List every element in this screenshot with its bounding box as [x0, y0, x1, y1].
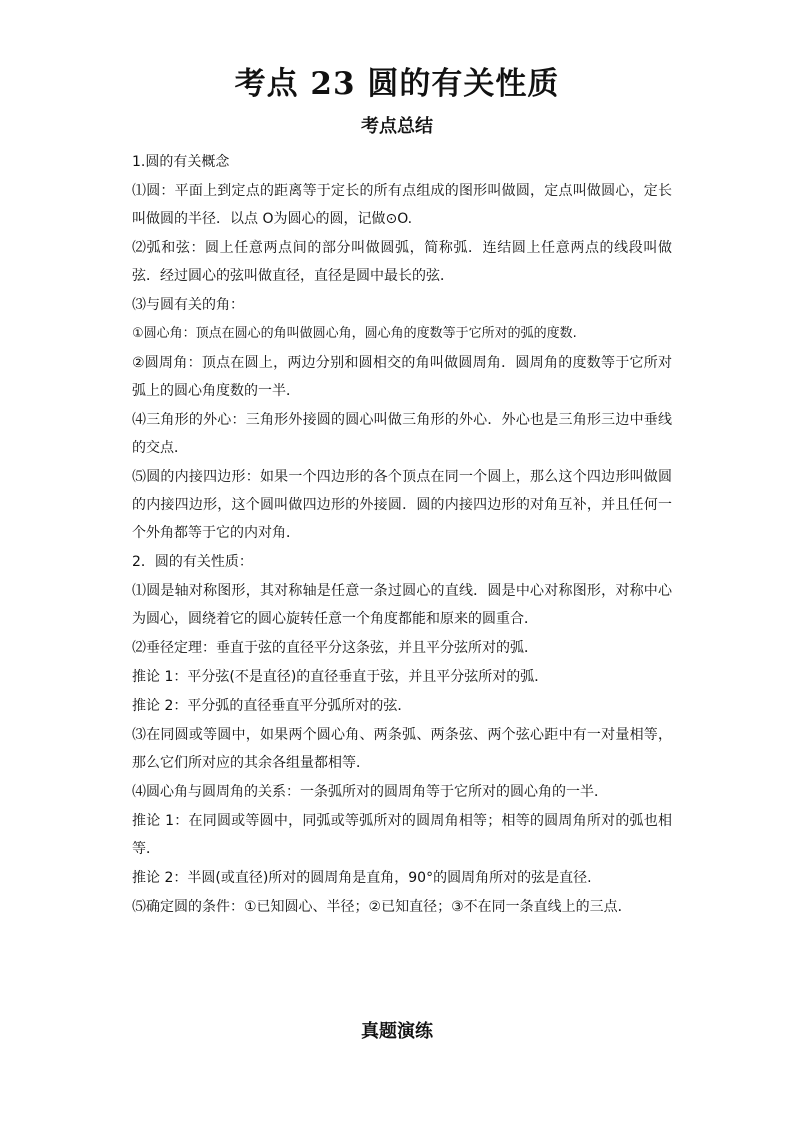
- section-heading-summary: 考点总结: [361, 116, 433, 137]
- section-heading-exercises: 真题演练: [361, 1021, 433, 1042]
- paragraph: ⑴圆：平面上到定点的距离等于定长的所有点组成的图形叫做圆，定点叫做圆心，定长叫做圆的半径．以点 O为圆心的圆，记做⊙O.: [132, 183, 672, 227]
- paragraph: 2．圆的有关性质：: [132, 554, 253, 570]
- paragraph: 推论 1：平分弦(不是直径)的直径垂直于弦，并且平分弦所对的弧．: [132, 669, 549, 685]
- paragraph: 推论 2：平分弧的直径垂直平分弧所对的弦．: [132, 698, 412, 714]
- paragraph: ⑶与圆有关的角：: [132, 297, 244, 313]
- paragraph: ⑶在同圆或等圆中，如果两个圆心角、两条弧、两条弦、两个弦心距中有一对量相等，那么它们所对应的其余各组量都相等．: [132, 727, 672, 771]
- page-title: 考点 23 圆的有关性质: [234, 66, 560, 102]
- paragraph: ⑵弧和弦：圆上任意两点间的部分叫做圆弧，简称弧．连结圆上任意两点的线段叫做弦．经过圆心的弦叫做直径，直径是圆中最长的弦．: [132, 240, 672, 284]
- summary-body: [132, 148, 672, 922]
- paragraph: ①圆心角：顶点在圆心的角叫做圆心角，圆心角的度数等于它所对的弧的度数.: [132, 326, 577, 341]
- paragraph: ⑷圆心角与圆周角的关系：一条弧所对的圆周角等于它所对的圆心角的一半．: [132, 784, 608, 800]
- paragraph: ⑸确定圆的条件：①已知圆心、半径；②已知直径；③不在同一条直线上的三点．: [132, 899, 632, 915]
- paragraph: ⑵垂径定理：垂直于弦的直径平分这条弦，并且平分弦所对的弧．: [132, 640, 538, 656]
- paragraph: ⑸圆的内接四边形：如果一个四边形的各个顶点在同一个圆上，那么这个四边形叫做圆的内接四边形，这个圆叫做四边形的外接圆．圆的内接四边形的对角互补，并且任何一个外角都等于它的内对角．: [132, 469, 672, 541]
- paragraph: 1.圆的有关概念: [132, 154, 230, 170]
- paragraph: ⑷三角形的外心：三角形外接圆的圆心叫做三角形的外心．外心也是三角形三边中垂线的交点．: [132, 412, 672, 456]
- paragraph: ⑴圆是轴对称图形，其对称轴是任意一条过圆心的直线．圆是中心对称图形，对称中心为圆心，圆绕着它的圆心旋转任意一个角度都能和原来的圆重合．: [132, 583, 672, 627]
- paragraph: 推论 2：半圆(或直径)所对的圆周角是直角，90°的圆周角所对的弦是直径.: [132, 870, 592, 886]
- paragraph: 推论 1：在同圆或等圆中，同弧或等弧所对的圆周角相等；相等的圆周角所对的弧也相等．: [132, 813, 672, 857]
- paragraph: ②圆周角：顶点在圆上，两边分别和圆相交的角叫做圆周角．圆周角的度数等于它所对弧上的圆心角度数的一半．: [132, 355, 672, 399]
